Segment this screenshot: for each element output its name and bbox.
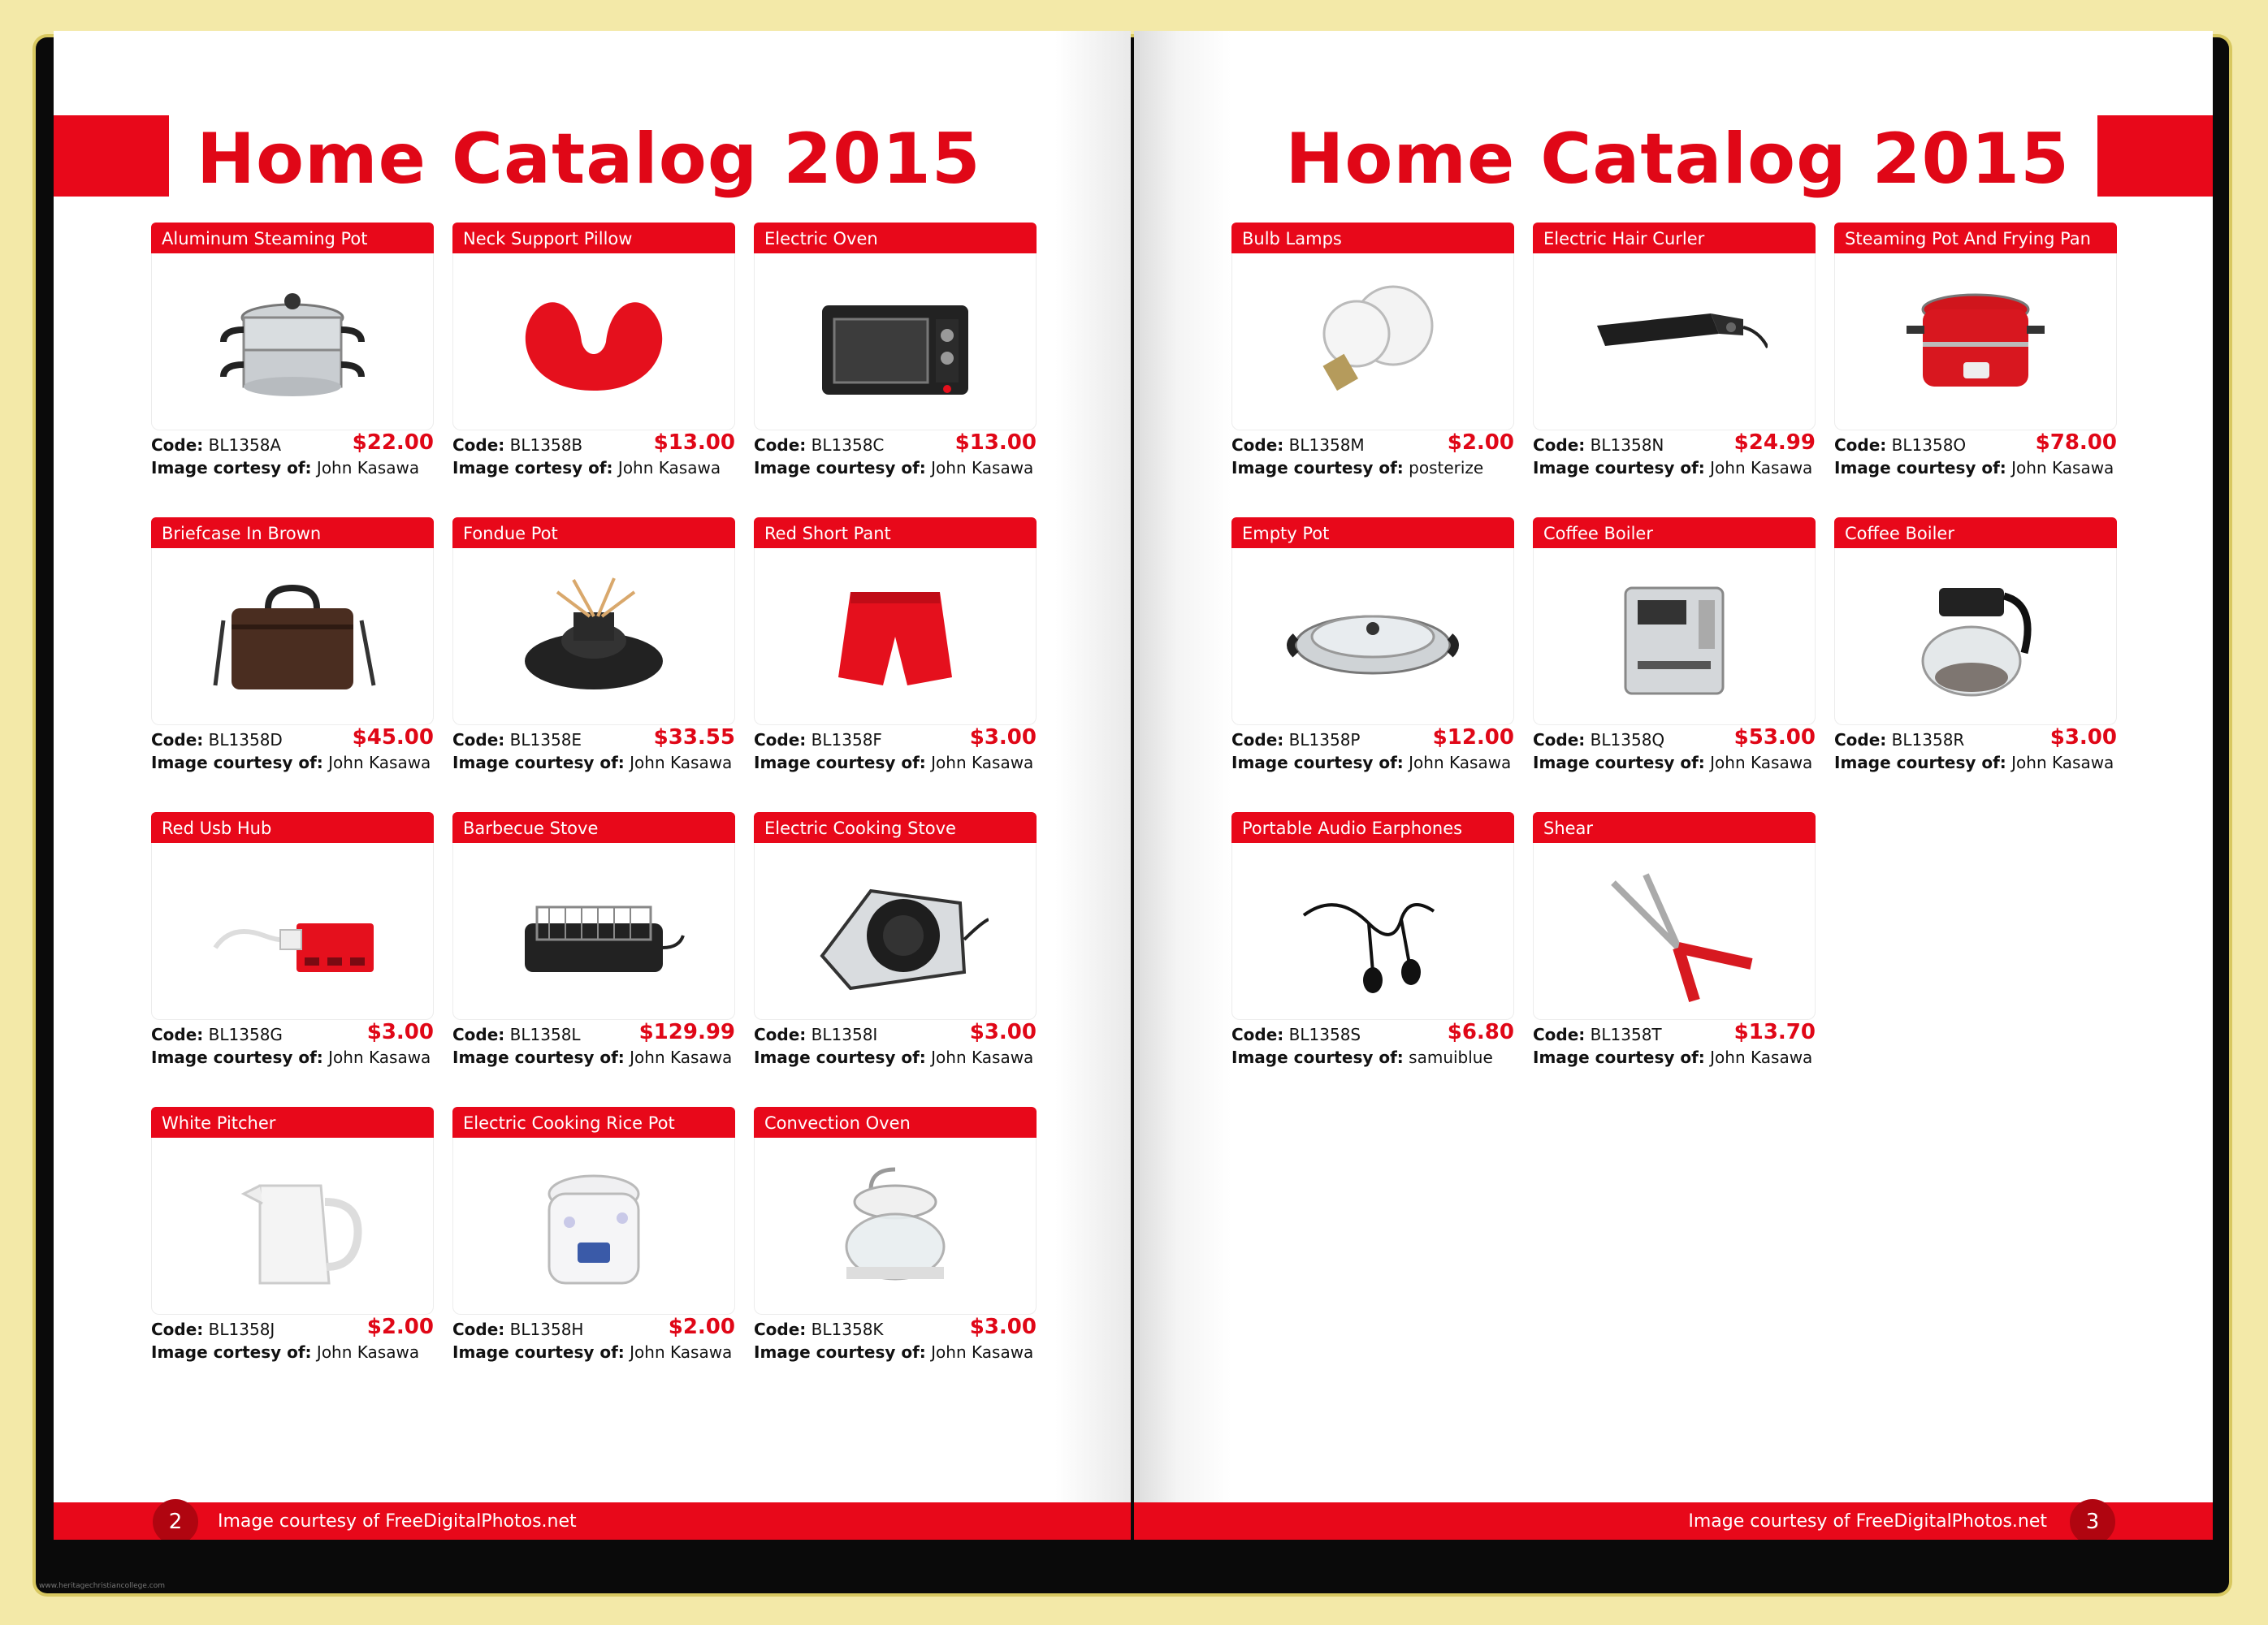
shorts-icon bbox=[802, 564, 989, 710]
product-credit bbox=[151, 458, 419, 478]
product-code-value: BL1358D bbox=[208, 730, 283, 750]
product-credit bbox=[1231, 753, 1511, 772]
product-credit bbox=[1533, 753, 1812, 772]
product-code-value: BL1358R bbox=[1891, 730, 1965, 750]
catalog-page-right bbox=[1134, 31, 2213, 1540]
red-pot-icon bbox=[1882, 269, 2069, 415]
product-code: Code: BL1358H bbox=[452, 1320, 584, 1339]
pitcher-icon bbox=[199, 1153, 386, 1299]
product-image bbox=[1231, 843, 1514, 1020]
product-image bbox=[452, 1138, 735, 1315]
product-price: $6.80 bbox=[1447, 1020, 1514, 1044]
pan-icon bbox=[1279, 564, 1466, 710]
product-code-value: BL1358J bbox=[208, 1320, 275, 1339]
credit-label: Image courtesy of: bbox=[754, 1048, 926, 1067]
credit-value: John Kasawa bbox=[931, 1048, 1034, 1067]
product-price: $2.00 bbox=[1447, 430, 1514, 455]
product-image bbox=[1231, 548, 1514, 725]
credit-label: Image courtesy of: bbox=[754, 1342, 926, 1362]
product-card[interactable] bbox=[754, 517, 1037, 803]
product-code-value: BL1358N bbox=[1590, 435, 1664, 455]
product-code: Code: BL1358G bbox=[151, 1025, 283, 1044]
product-card[interactable] bbox=[1533, 812, 1816, 1098]
credit-label: Image courtesy of: bbox=[1231, 1048, 1404, 1067]
credit-label: Image courtesy of: bbox=[754, 458, 926, 478]
grill-icon bbox=[500, 858, 687, 1005]
product-credit bbox=[1533, 1048, 1812, 1067]
credit-value: John Kasawa bbox=[630, 1342, 733, 1362]
page-number: 2 bbox=[153, 1499, 198, 1540]
convection-oven-icon bbox=[802, 1153, 989, 1299]
product-image bbox=[151, 1138, 434, 1315]
product-image bbox=[452, 843, 735, 1020]
credit-label: Image courtesy of: bbox=[1231, 458, 1404, 478]
catalog-page-left bbox=[54, 31, 1131, 1540]
product-price: $13.00 bbox=[653, 430, 735, 455]
product-price: $22.00 bbox=[352, 430, 434, 455]
product-credit bbox=[754, 1342, 1033, 1362]
earphones-icon bbox=[1279, 858, 1466, 1005]
credit-value: John Kasawa bbox=[630, 1048, 733, 1067]
credit-value: John Kasawa bbox=[630, 753, 733, 772]
product-credit bbox=[452, 1342, 732, 1362]
product-credit bbox=[754, 458, 1033, 478]
product-code: Code: BL1358A bbox=[151, 435, 282, 455]
product-name: Red Short Pant bbox=[754, 517, 1037, 548]
product-name: Steaming Pot And Frying Pan bbox=[1834, 223, 2117, 253]
product-price: $33.55 bbox=[653, 725, 735, 750]
product-code-value: BL1358B bbox=[509, 435, 583, 455]
page-footer bbox=[1134, 1502, 2213, 1540]
hair-iron-icon bbox=[1581, 269, 1768, 415]
product-price: $13.70 bbox=[1733, 1020, 1816, 1044]
credit-value: John Kasawa bbox=[931, 753, 1034, 772]
product-code: Code: BL1358B bbox=[452, 435, 583, 455]
product-credit bbox=[452, 753, 732, 772]
credit-value: samuiblue bbox=[1409, 1048, 1493, 1067]
product-code-value: BL1358P bbox=[1288, 730, 1361, 750]
product-code-value: BL1358G bbox=[208, 1025, 283, 1044]
product-card[interactable] bbox=[1834, 517, 2117, 803]
oven-icon bbox=[802, 269, 989, 415]
product-image bbox=[1533, 843, 1816, 1020]
product-card[interactable] bbox=[1834, 223, 2117, 508]
product-code: Code: BL1358N bbox=[1533, 435, 1664, 455]
credit-label: Image courtesy of: bbox=[452, 753, 625, 772]
product-code-value: BL1358K bbox=[811, 1320, 884, 1339]
product-card[interactable] bbox=[754, 812, 1037, 1098]
page-number: 3 bbox=[2070, 1499, 2115, 1540]
product-name: Coffee Boiler bbox=[1533, 517, 1816, 548]
title-accent-bar bbox=[2097, 115, 2213, 197]
product-code: Code: BL1358L bbox=[452, 1025, 581, 1044]
credit-value: John Kasawa bbox=[1710, 753, 1813, 772]
watermark: www.heritagechristiancollege.com bbox=[39, 1582, 165, 1590]
product-name: Electric Cooking Stove bbox=[754, 812, 1037, 843]
credit-value: John Kasawa bbox=[931, 1342, 1034, 1362]
product-card[interactable] bbox=[151, 517, 434, 803]
product-name: Coffee Boiler bbox=[1834, 517, 2117, 548]
product-card[interactable] bbox=[754, 223, 1037, 508]
product-code: Code: BL1358I bbox=[754, 1025, 878, 1044]
credit-label: Image courtesy of: bbox=[1533, 753, 1705, 772]
product-card[interactable] bbox=[452, 517, 735, 803]
product-card[interactable] bbox=[1231, 517, 1514, 803]
product-price: $3.00 bbox=[366, 1020, 434, 1044]
product-image bbox=[1533, 253, 1816, 430]
product-name: Barbecue Stove bbox=[452, 812, 735, 843]
product-name: Convection Oven bbox=[754, 1107, 1037, 1138]
page-title: Home Catalog 2015 bbox=[1285, 119, 2070, 200]
credit-value: John Kasawa bbox=[1710, 1048, 1813, 1067]
footer-credit: Image courtesy of FreeDigitalPhotos.net bbox=[218, 1511, 577, 1532]
product-image bbox=[754, 253, 1037, 430]
product-credit bbox=[1533, 458, 1812, 478]
product-credit bbox=[754, 753, 1033, 772]
product-price: $2.00 bbox=[668, 1315, 735, 1339]
product-name: Neck Support Pillow bbox=[452, 223, 735, 253]
product-code: Code: BL1358C bbox=[754, 435, 885, 455]
product-code: Code: BL1358K bbox=[754, 1320, 884, 1339]
product-price: $45.00 bbox=[352, 725, 434, 750]
product-code-value: BL1358T bbox=[1590, 1025, 1662, 1044]
product-card[interactable] bbox=[1533, 517, 1816, 803]
product-card[interactable] bbox=[452, 223, 735, 508]
credit-value: John Kasawa bbox=[328, 753, 431, 772]
product-code-value: BL1358H bbox=[509, 1320, 584, 1339]
product-name: Red Usb Hub bbox=[151, 812, 434, 843]
briefcase-icon bbox=[199, 564, 386, 710]
credit-value: John Kasawa bbox=[2011, 753, 2114, 772]
title-accent-bar bbox=[54, 115, 169, 197]
neck-pillow-icon bbox=[500, 269, 687, 415]
product-image bbox=[754, 548, 1037, 725]
hot-plate-icon bbox=[802, 858, 989, 1005]
product-code-value: BL1358E bbox=[509, 730, 582, 750]
coffee-carafe-icon bbox=[1882, 564, 2069, 710]
product-image bbox=[1834, 548, 2117, 725]
product-code-value: BL1358Q bbox=[1590, 730, 1665, 750]
fondue-pot-icon bbox=[500, 564, 687, 710]
product-card[interactable] bbox=[1231, 223, 1514, 508]
credit-label: Image cortesy of: bbox=[151, 1342, 312, 1362]
product-code-value: BL1358O bbox=[1891, 435, 1967, 455]
product-code-value: BL1358C bbox=[811, 435, 885, 455]
credit-label: Image courtesy of: bbox=[452, 1048, 625, 1067]
product-image bbox=[1834, 253, 2117, 430]
usb-hub-icon bbox=[199, 858, 386, 1005]
credit-label: Image courtesy of: bbox=[1834, 458, 2006, 478]
credit-value: John Kasawa bbox=[316, 1342, 420, 1362]
credit-label: Image courtesy of: bbox=[1231, 753, 1404, 772]
shears-icon bbox=[1581, 858, 1768, 1005]
product-price: $13.00 bbox=[954, 430, 1037, 455]
product-code: Code: BL1358S bbox=[1231, 1025, 1361, 1044]
product-name: Shear bbox=[1533, 812, 1816, 843]
product-price: $12.00 bbox=[1432, 725, 1514, 750]
product-credit bbox=[151, 1048, 431, 1067]
product-card[interactable] bbox=[452, 812, 735, 1098]
product-code: Code: BL1358D bbox=[151, 730, 283, 750]
credit-value: John Kasawa bbox=[617, 458, 721, 478]
product-code: Code: BL1358P bbox=[1231, 730, 1361, 750]
product-card[interactable] bbox=[754, 1107, 1037, 1393]
product-image bbox=[754, 1138, 1037, 1315]
product-credit bbox=[452, 458, 721, 478]
product-name: Empty Pot bbox=[1231, 517, 1514, 548]
credit-label: Image courtesy of: bbox=[1533, 458, 1705, 478]
product-code: Code: BL1358M bbox=[1231, 435, 1365, 455]
product-code-value: BL1358M bbox=[1288, 435, 1365, 455]
product-name: Electric Oven bbox=[754, 223, 1037, 253]
page-title: Home Catalog 2015 bbox=[197, 119, 981, 200]
credit-label: Image courtesy of: bbox=[452, 1342, 625, 1362]
product-card[interactable] bbox=[151, 812, 434, 1098]
product-credit bbox=[1231, 458, 1483, 478]
product-price: $129.99 bbox=[638, 1020, 735, 1044]
footer-credit: Image courtesy of FreeDigitalPhotos.net bbox=[1688, 1511, 2047, 1532]
product-name: Portable Audio Earphones bbox=[1231, 812, 1514, 843]
product-price: $3.00 bbox=[969, 1315, 1037, 1339]
credit-value: John Kasawa bbox=[316, 458, 420, 478]
product-name: Electric Hair Curler bbox=[1533, 223, 1816, 253]
credit-value: posterize bbox=[1409, 458, 1484, 478]
product-price: $78.00 bbox=[2035, 430, 2117, 455]
product-card[interactable] bbox=[151, 1107, 434, 1393]
steaming-pot-icon bbox=[199, 269, 386, 415]
credit-label: Image courtesy of: bbox=[754, 753, 926, 772]
product-credit bbox=[1231, 1048, 1493, 1067]
product-image bbox=[1533, 548, 1816, 725]
product-name: Fondue Pot bbox=[452, 517, 735, 548]
credit-value: John Kasawa bbox=[328, 1048, 431, 1067]
product-credit bbox=[1834, 458, 2114, 478]
credit-label: Image courtesy of: bbox=[151, 753, 323, 772]
product-code: Code: BL1358Q bbox=[1533, 730, 1665, 750]
credit-value: John Kasawa bbox=[1710, 458, 1813, 478]
credit-label: Image courtesy of: bbox=[1834, 753, 2006, 772]
credit-label: Image courtesy of: bbox=[1533, 1048, 1705, 1067]
product-card[interactable] bbox=[151, 223, 434, 508]
product-name: White Pitcher bbox=[151, 1107, 434, 1138]
product-code: Code: BL1358E bbox=[452, 730, 582, 750]
product-credit bbox=[1834, 753, 2114, 772]
product-image bbox=[452, 548, 735, 725]
product-code-value: BL1358I bbox=[811, 1025, 878, 1044]
product-price: $3.00 bbox=[969, 1020, 1037, 1044]
product-code-value: BL1358L bbox=[509, 1025, 581, 1044]
product-name: Bulb Lamps bbox=[1231, 223, 1514, 253]
page-footer bbox=[54, 1502, 1131, 1540]
product-image bbox=[754, 843, 1037, 1020]
product-code: Code: BL1358F bbox=[754, 730, 882, 750]
product-image bbox=[151, 843, 434, 1020]
credit-label: Image courtesy of: bbox=[151, 1048, 323, 1067]
product-name: Aluminum Steaming Pot bbox=[151, 223, 434, 253]
product-code-value: BL1358S bbox=[1288, 1025, 1361, 1044]
product-price: $53.00 bbox=[1733, 725, 1816, 750]
product-card[interactable] bbox=[1533, 223, 1816, 508]
product-code: Code: BL1358T bbox=[1533, 1025, 1662, 1044]
product-price: $2.00 bbox=[366, 1315, 434, 1339]
product-code-value: BL1358A bbox=[208, 435, 282, 455]
product-code: Code: BL1358O bbox=[1834, 435, 1967, 455]
product-image bbox=[151, 253, 434, 430]
credit-label: Image cortesy of: bbox=[452, 458, 613, 478]
credit-label: Image cortesy of: bbox=[151, 458, 312, 478]
credit-value: John Kasawa bbox=[2011, 458, 2114, 478]
light-bulb-icon bbox=[1279, 269, 1466, 415]
product-price: $3.00 bbox=[969, 725, 1037, 750]
product-price: $24.99 bbox=[1733, 430, 1816, 455]
product-credit bbox=[452, 1048, 732, 1067]
espresso-machine-icon bbox=[1581, 564, 1768, 710]
product-credit bbox=[151, 1342, 419, 1362]
credit-value: John Kasawa bbox=[931, 458, 1034, 478]
product-credit bbox=[754, 1048, 1033, 1067]
product-name: Briefcase In Brown bbox=[151, 517, 434, 548]
product-credit bbox=[151, 753, 431, 772]
product-image bbox=[151, 548, 434, 725]
product-name: Electric Cooking Rice Pot bbox=[452, 1107, 735, 1138]
credit-value: John Kasawa bbox=[1409, 753, 1512, 772]
product-code: Code: BL1358R bbox=[1834, 730, 1965, 750]
product-code-value: BL1358F bbox=[811, 730, 882, 750]
product-image bbox=[1231, 253, 1514, 430]
product-card[interactable] bbox=[452, 1107, 735, 1393]
product-code: Code: BL1358J bbox=[151, 1320, 275, 1339]
product-price: $3.00 bbox=[2049, 725, 2117, 750]
rice-cooker-icon bbox=[500, 1153, 687, 1299]
product-image bbox=[452, 253, 735, 430]
product-card[interactable] bbox=[1231, 812, 1514, 1098]
